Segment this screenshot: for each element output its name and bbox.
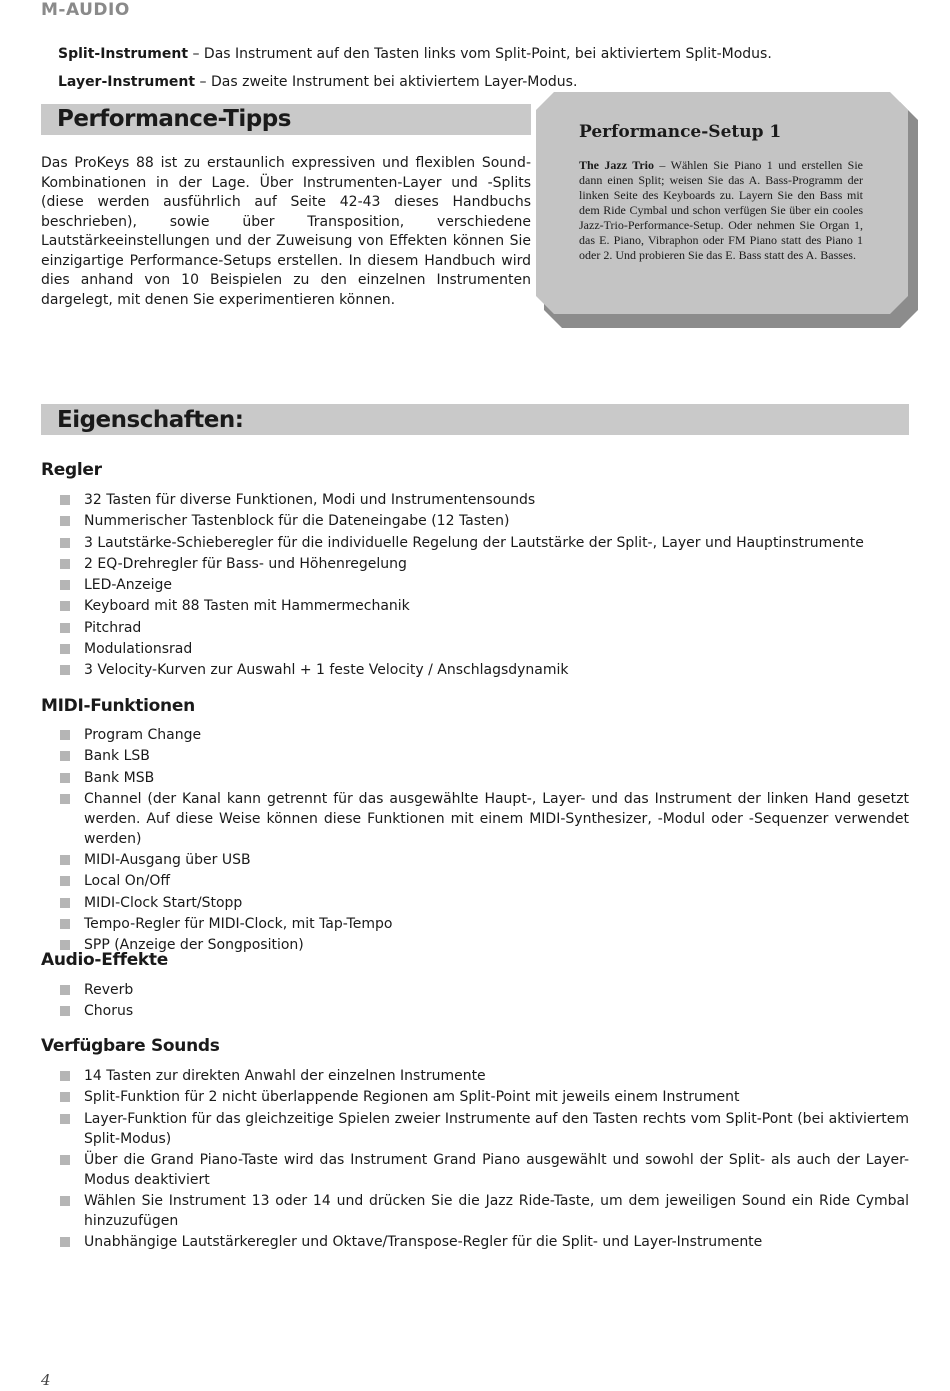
list-item (60, 893, 909, 913)
setup-title: Performance-Setup 1 (579, 122, 782, 142)
list-item-text: Nummerischer Tastenblock für die Dateneingabe (12 Tasten) (84, 513, 510, 530)
list-item (60, 980, 909, 1000)
list-item (60, 533, 909, 553)
section-title-midi: MIDI-Funktionen (41, 696, 195, 716)
list-item (60, 1066, 909, 1086)
list-item (60, 1232, 909, 1252)
definition-split (58, 40, 772, 68)
list-item-text: Local On/Off (84, 873, 171, 890)
performance-tips-body: Das ProKeys 88 ist zu erstaunlich expressiven und flexiblen Sound-Kombinationen in der Lage. Über Instrumenten-Layer und -Splits (diese werden ausführlich auf Seite 42-43 dieses Handbuchs beschrieben), sowie über Transposition, verschiedene Lautstärkeeinstellungen und der Zuweisung von Effekten können Sie einzigartige Performance-Setups erstellen. In diesem Handbuch wird dies anhand von 10 Beispielen zu den einzelnen Instrumenten dargelegt, mit denen Sie experimentieren können. (41, 155, 531, 308)
regler-list (60, 490, 909, 682)
list-item-text: Program Change (84, 727, 202, 743)
list-item-text: Split-Funktion für 2 nicht überlappende Regionen am Split-Point mit jeweils einem Instrument (84, 1089, 740, 1106)
list-item-text: Bank MSB (84, 769, 155, 786)
list-item (60, 725, 909, 745)
performance-tips-heading: Performance-Tipps (41, 104, 531, 135)
definitions (58, 40, 772, 96)
section-title-audio: Audio-Effekte (41, 950, 168, 970)
setup-description: – Wählen Sie Piano 1 und erstellen Sie dann einen Split; weisen Sie das A. Bass-Programm der linken Seite des Keyboards zu. Layern Sie den Bass mit dem Ride Cymbal und schon verfügen Sie über ein cooles Jazz-Trio-Performance-Setup. Oder nehmen Sie Organ 1, das E. Piano, Vibraphon oder FM Piano statt des Piano 1 oder 2. Und probieren Sie das E. Bass statt des A. Basses. (579, 158, 864, 262)
definition-term: Split-Instrument (58, 46, 189, 62)
sounds-list (60, 1066, 909, 1254)
bullet-icon (60, 855, 70, 865)
list-item-text: Wählen Sie Instrument 13 oder 14 und drücken Sie die Jazz Ride-Taste, um dem jeweiligen Sound ein Ride Cymbal hinzuzufügen (84, 1193, 909, 1230)
list-item-text: 3 Lautstärke-Schieberegler für die individuelle Regelung der Lautstärke der Split-, Layer und Hauptinstrumente (84, 534, 864, 551)
definition-text: – Das zweite Instrument bei aktiviertem Layer-Modus. (195, 74, 578, 90)
setup-lead: The Jazz Trio (579, 158, 655, 172)
list-item-text: MIDI-Clock Start/Stopp (84, 894, 243, 911)
list-item (60, 1001, 909, 1021)
bullet-icon (60, 898, 70, 908)
list-item-text: Layer-Funktion für das gleichzeitige Spielen zweier Instrumente auf den Tasten rechts vom Split-Pont (bei aktiviertem Split-Modus) (84, 1110, 909, 1147)
list-item (60, 575, 909, 595)
list-item-text: Reverb (84, 982, 134, 998)
bullet-icon (60, 985, 70, 995)
midi-list (60, 725, 909, 957)
features-heading: Eigenschaften: (41, 404, 909, 435)
list-item-text: 32 Tasten für diverse Funktionen, Modi und Instrumentensounds (84, 492, 536, 508)
list-item (60, 554, 909, 574)
bullet-icon (60, 1237, 70, 1247)
bullet-icon (60, 495, 70, 505)
list-item (60, 490, 909, 510)
list-item-text: MIDI-Ausgang über USB (84, 852, 251, 869)
bullet-icon (60, 580, 70, 590)
list-item-text: Bank LSB (84, 748, 150, 765)
bullet-icon (60, 1071, 70, 1081)
list-item-text: 14 Tasten zur direkten Anwahl der einzelnen Instrumente (84, 1068, 486, 1084)
bullet-icon (60, 1006, 70, 1016)
list-item-text: LED-Anzeige (84, 577, 172, 594)
list-item-text: Modulationsrad (84, 641, 193, 658)
list-item (60, 746, 909, 766)
bullet-icon (60, 1114, 70, 1124)
section-title-regler: Regler (41, 460, 102, 480)
list-item-text: Pitchrad (84, 619, 142, 636)
list-item-text: 3 Velocity-Kurven zur Auswahl + 1 feste Velocity / Anschlagsdynamik (84, 662, 569, 679)
list-item (60, 1191, 909, 1231)
bullet-icon (60, 940, 70, 950)
bullet-icon (60, 1092, 70, 1102)
list-item (60, 1150, 909, 1190)
page-number: 4 (41, 1371, 51, 1389)
bullet-icon (60, 623, 70, 633)
audio-list (60, 980, 909, 1023)
brand-logo: M-AUDIO (41, 0, 130, 20)
definition-text: – Das Instrument auf den Tasten links vom Split-Point, bei aktiviertem Split-Modus. (188, 46, 772, 62)
bullet-icon (60, 794, 70, 804)
bullet-icon (60, 751, 70, 761)
bullet-icon (60, 876, 70, 886)
performance-setup-box (536, 92, 922, 332)
bullet-icon (60, 538, 70, 548)
bullet-icon (60, 1196, 70, 1206)
list-item-text: Unabhängige Lautstärkeregler und Oktave/Transpose-Regler für die Split- und Layer-Instrumente (84, 1234, 763, 1251)
list-item (60, 596, 909, 616)
list-item (60, 618, 909, 638)
list-item (60, 850, 909, 870)
setup-text (579, 158, 863, 263)
bullet-icon (60, 1155, 70, 1165)
list-item (60, 914, 909, 934)
list-item-text: Über die Grand Piano-Taste wird das Instrument Grand Piano ausgewählt und sowohl der Split- als auch der Layer-Modus deaktiviert (84, 1151, 909, 1188)
list-item (60, 1087, 909, 1107)
list-item (60, 871, 909, 891)
list-item-text: Tempo-Regler für MIDI-Clock, mit Tap-Tempo (84, 916, 393, 933)
list-item (60, 935, 909, 955)
bullet-icon (60, 665, 70, 675)
list-item (60, 768, 909, 788)
list-item-text: 2 EQ-Drehregler für Bass- und Höhenregelung (84, 555, 407, 572)
list-item-text: Chorus (84, 1003, 134, 1020)
bullet-icon (60, 644, 70, 654)
list-item (60, 1109, 909, 1149)
list-item (60, 660, 909, 680)
list-item-text: SPP (Anzeige der Songposition) (84, 937, 304, 954)
list-item-text: Channel (der Kanal kann getrennt für das ausgewählte Haupt-, Layer- und das Instrument der linken Hand gesetzt werden. Auf diese Weise können diese Funktionen mit einem MIDI-Synthesizer, -Modul oder -Sequenzer verwendet werden) (84, 790, 909, 847)
bullet-icon (60, 601, 70, 611)
bullet-icon (60, 516, 70, 526)
list-item-text: Keyboard mit 88 Tasten mit Hammermechanik (84, 598, 410, 615)
bullet-icon (60, 919, 70, 929)
bullet-icon (60, 730, 70, 740)
list-item (60, 639, 909, 659)
list-item (60, 789, 909, 849)
definition-term: Layer-Instrument (58, 74, 196, 90)
bullet-icon (60, 559, 70, 569)
list-item (60, 511, 909, 531)
bullet-icon (60, 773, 70, 783)
section-title-sounds: Verfügbare Sounds (41, 1036, 220, 1056)
